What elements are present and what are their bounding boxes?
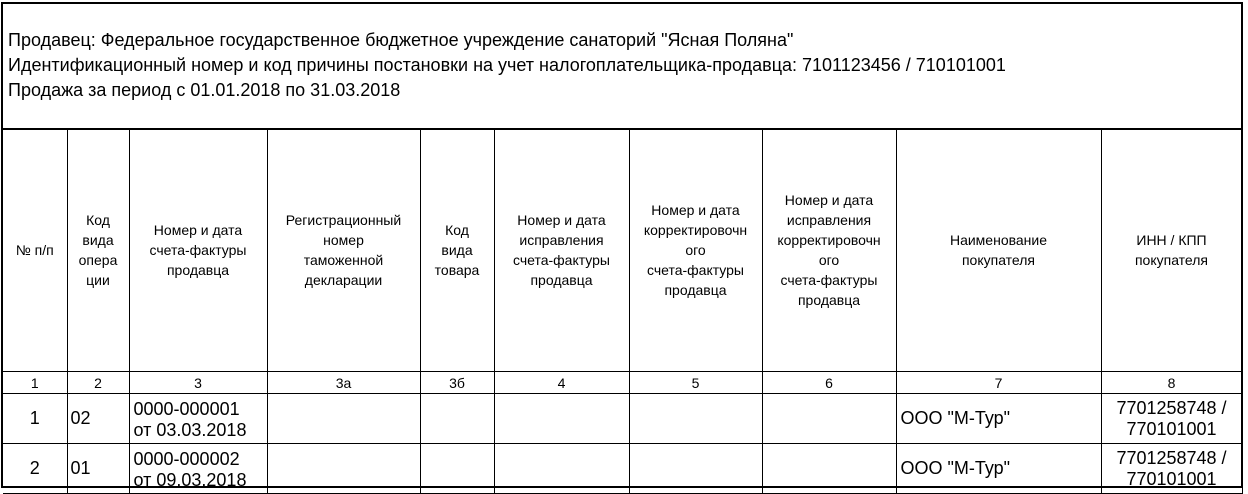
buyer-name-cell: ООО "М-Тур" xyxy=(896,394,1101,444)
column-numbers-row xyxy=(3,372,1242,394)
ledger-header xyxy=(3,4,1241,130)
column-number: 3 xyxy=(129,372,267,394)
invoice-date: от 09.03.2018 xyxy=(133,469,247,490)
buyer-inn-kpp-cell xyxy=(1101,444,1242,494)
table-row xyxy=(3,444,1242,494)
column-header: Регистрационный номер таможенной декларации xyxy=(267,129,420,372)
operation-code-cell: 02 xyxy=(67,394,129,444)
row-number-cell: 2 xyxy=(3,444,67,494)
column-header: Код вида товара xyxy=(420,129,494,372)
column-header: Номер и дата корректировочн ого счета-фактуры продавца xyxy=(629,129,762,372)
buyer-kpp: 770101001 xyxy=(1126,468,1217,489)
buyer-inn: 7701258748 / xyxy=(1116,447,1227,468)
column-header: Номер и дата исправления корректировочн ого счета-фактуры продавца xyxy=(762,129,896,372)
invoice-correction-cell xyxy=(494,444,629,494)
column-number: 4 xyxy=(494,372,629,394)
column-number: 1 xyxy=(3,372,67,394)
column-header: № п/п xyxy=(3,129,67,372)
customs-declaration-cell xyxy=(267,444,420,494)
ledger-table xyxy=(3,128,1243,494)
column-number: 3б xyxy=(420,372,494,394)
column-header: Номер и дата исправления счета-фактуры продавца xyxy=(494,129,629,372)
sales-ledger-sheet xyxy=(1,2,1243,488)
customs-declaration-cell xyxy=(267,394,420,444)
column-number: 2 xyxy=(67,372,129,394)
invoice-number: 0000-000002 xyxy=(133,448,240,469)
buyer-name-cell: ООО "М-Тур" xyxy=(896,444,1101,494)
seller-inn-kpp-line: Идентификационный номер и код причины постановки на учет налогоплательщика-продавца: 7101123456 / 710101001 xyxy=(8,55,1006,75)
invoice-correction-cell xyxy=(494,394,629,444)
column-headers-row xyxy=(3,129,1242,372)
buyer-inn-kpp-cell xyxy=(1101,394,1242,444)
table-row xyxy=(3,394,1242,444)
adjustment-invoice-cell xyxy=(629,394,762,444)
column-number: 3а xyxy=(267,372,420,394)
invoice-number: 0000-000001 xyxy=(133,398,240,419)
column-header: Наименование покупателя xyxy=(896,129,1101,372)
column-header: Код вида опера ции xyxy=(67,129,129,372)
period-line: Продажа за период с 01.01.2018 по 31.03.2018 xyxy=(8,80,401,100)
row-number-cell: 1 xyxy=(3,394,67,444)
invoice-date: от 03.03.2018 xyxy=(133,419,247,440)
goods-code-cell xyxy=(420,444,494,494)
column-header: Номер и дата счета-фактуры продавца xyxy=(129,129,267,372)
adjustment-correction-cell xyxy=(762,394,896,444)
invoice-cell xyxy=(129,444,267,494)
invoice-cell xyxy=(129,394,267,444)
operation-code-cell: 01 xyxy=(67,444,129,494)
column-number: 5 xyxy=(629,372,762,394)
goods-code-cell xyxy=(420,394,494,444)
seller-line: Продавец: Федеральное государственное бюджетное учреждение санаторий "Ясная Поляна" xyxy=(8,30,794,50)
column-header: ИНН / КПП покупателя xyxy=(1101,129,1242,372)
buyer-kpp: 770101001 xyxy=(1126,418,1217,439)
adjustment-invoice-cell xyxy=(629,444,762,494)
column-number: 7 xyxy=(896,372,1101,394)
column-number: 8 xyxy=(1101,372,1242,394)
adjustment-correction-cell xyxy=(762,444,896,494)
buyer-inn: 7701258748 / xyxy=(1116,397,1227,418)
column-number: 6 xyxy=(762,372,896,394)
